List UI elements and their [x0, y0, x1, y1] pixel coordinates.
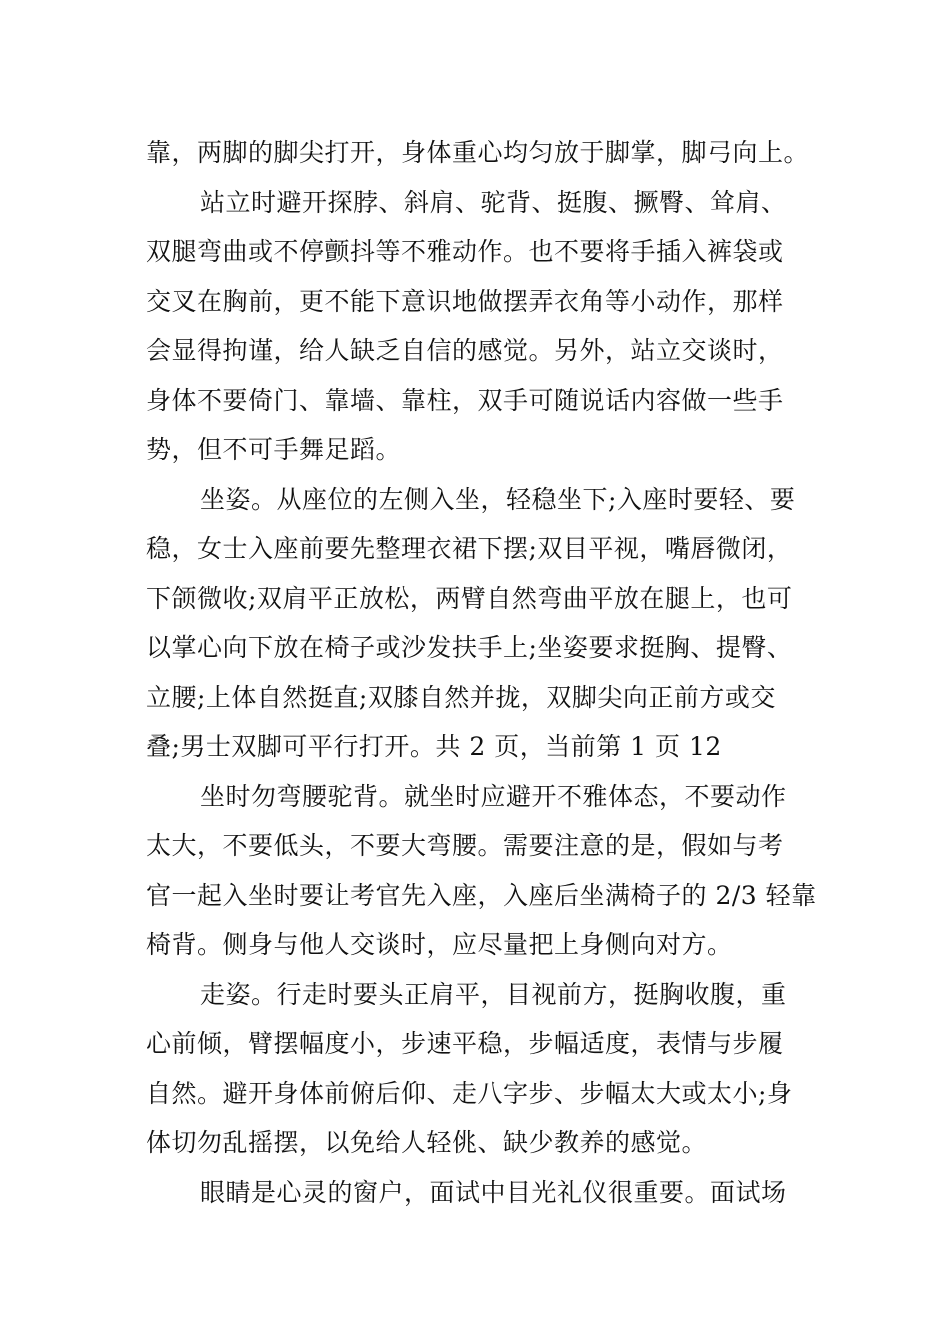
text-line: 以掌心向下放在椅子或沙发扶手上;坐姿要求挺胸、提臀、: [146, 633, 793, 662]
text-line: 会显得拘谨，给人缺乏自信的感觉。另外，站立交谈时，: [146, 336, 784, 365]
text-line: 体切勿乱摇摆，以免给人轻佻、缺少教养的感觉。: [146, 1128, 708, 1157]
text-line: 立腰;上体自然挺直;双膝自然并拢，双脚尖向正前方或交: [146, 682, 776, 712]
text-line: 双腿弯曲或不停颤抖等不雅动作。也不要将手插入裤袋或: [146, 237, 784, 266]
paragraph-start-line: 走姿。行走时要头正肩平，目视前方，挺胸收腹，重: [200, 979, 787, 1009]
text-line: 势，但不可手舞足蹈。: [146, 435, 402, 464]
text-line: 身体不要倚门、靠墙、靠柱，双手可随说话内容做一些手: [146, 385, 784, 415]
text-line: 椅背。侧身与他人交谈时，应尽量把上身侧向对方。: [146, 930, 733, 959]
text-line: 心前倾，臂摆幅度小，步速平稳，步幅适度，表情与步履: [146, 1029, 784, 1058]
text-line: 稳，女士入座前要先整理衣裙下摆;双目平视，嘴唇微闭，: [146, 534, 793, 563]
paragraph-start-line: 站立时避开探脖、斜肩、驼背、挺腹、撅臀、耸肩、: [200, 187, 787, 217]
text-line: 下颌微收;双肩平正放松，两臂自然弯曲平放在腿上，也可: [146, 583, 793, 613]
text-line: 靠，两脚的脚尖打开，身体重心均匀放于脚掌，脚弓向上。: [146, 138, 810, 167]
paragraph-start-line: 眼睛是心灵的窗户，面试中目光礼仪很重要。面试场: [200, 1177, 787, 1207]
text-line: 自然。避开身体前俯后仰、走八字步、步幅太大或太小;身: [146, 1078, 793, 1108]
paragraph-start-line: 坐姿。从座位的左侧入坐，轻稳坐下;入座时要轻、要: [200, 484, 796, 514]
text-line: 叠;男士双脚可平行打开。共 2 页，当前第 1 页 12: [146, 732, 722, 761]
text-line: 太大，不要低头，不要大弯腰。需要注意的是，假如与考: [146, 831, 784, 860]
body-text: [146, 128, 817, 1217]
text-line: 交叉在胸前，更不能下意识地做摆弄衣角等小动作，那样: [146, 286, 784, 316]
text-line: 官一起入坐时要让考官先入座，入座后坐满椅子的 2/3 轻靠: [146, 880, 817, 910]
paragraph-start-line: 坐时勿弯腰驼背。就坐时应避开不雅体态，不要动作: [200, 781, 787, 811]
